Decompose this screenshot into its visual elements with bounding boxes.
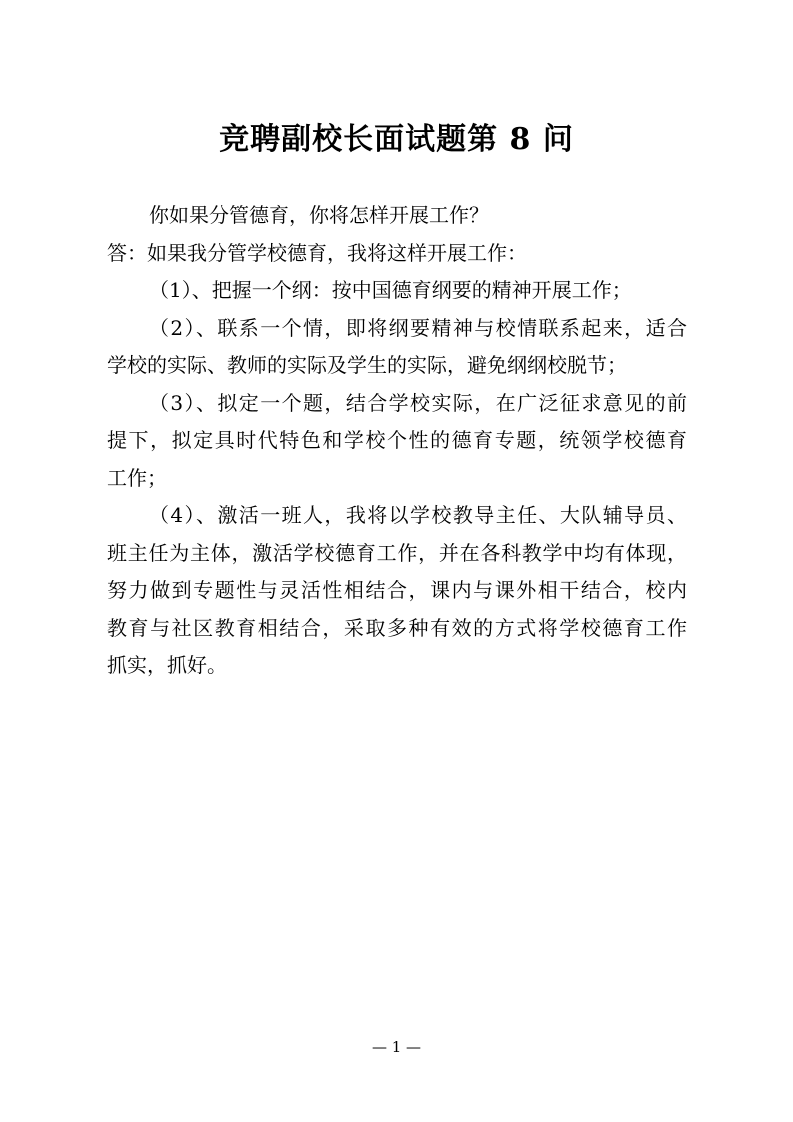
document-body	[107, 197, 687, 685]
page-number: — 1 —	[371, 1038, 422, 1056]
point-1-line: （1）、把握一个纲：按中国德育纲要的精神开展工作；	[149, 278, 632, 302]
document-title: 竞聘副校长面试题第 8 问	[219, 122, 574, 157]
question-line: 你如果分管德育，你将怎样开展工作？	[149, 203, 489, 227]
point-4-line: 班主任为主体，激活学校德育工作，并在各科教学中均有体现，	[107, 540, 687, 565]
point-3-line: （3）、拟定一个题，结合学校实际，在广泛征求意见的前	[149, 390, 687, 415]
point-3-line: 工作；	[107, 465, 167, 490]
point-4-line: 教育与社区教育相结合，采取多种有效的方式将学校德育工作	[107, 615, 687, 640]
point-2-line: （2）、联系一个情，即将纲要精神与校情联系起来，适合	[149, 315, 687, 340]
answer-intro-line: 答：如果我分管学校德育，我将这样开展工作：	[107, 240, 527, 265]
point-3-line: 提下，拟定具时代特色和学校个性的德育专题，统领学校德育	[107, 428, 687, 452]
point-4-line: 努力做到专题性与灵活性相结合，课内与课外相干结合，校内	[107, 578, 687, 602]
point-2-line: 学校的实际、教师的实际及学生的实际，避免纲纲校脱节；	[107, 353, 627, 377]
point-4-line: 抓实，抓好。	[107, 653, 227, 677]
point-4-line: （4）、激活一班人，我将以学校教导主任、大队辅导员、	[149, 503, 687, 527]
